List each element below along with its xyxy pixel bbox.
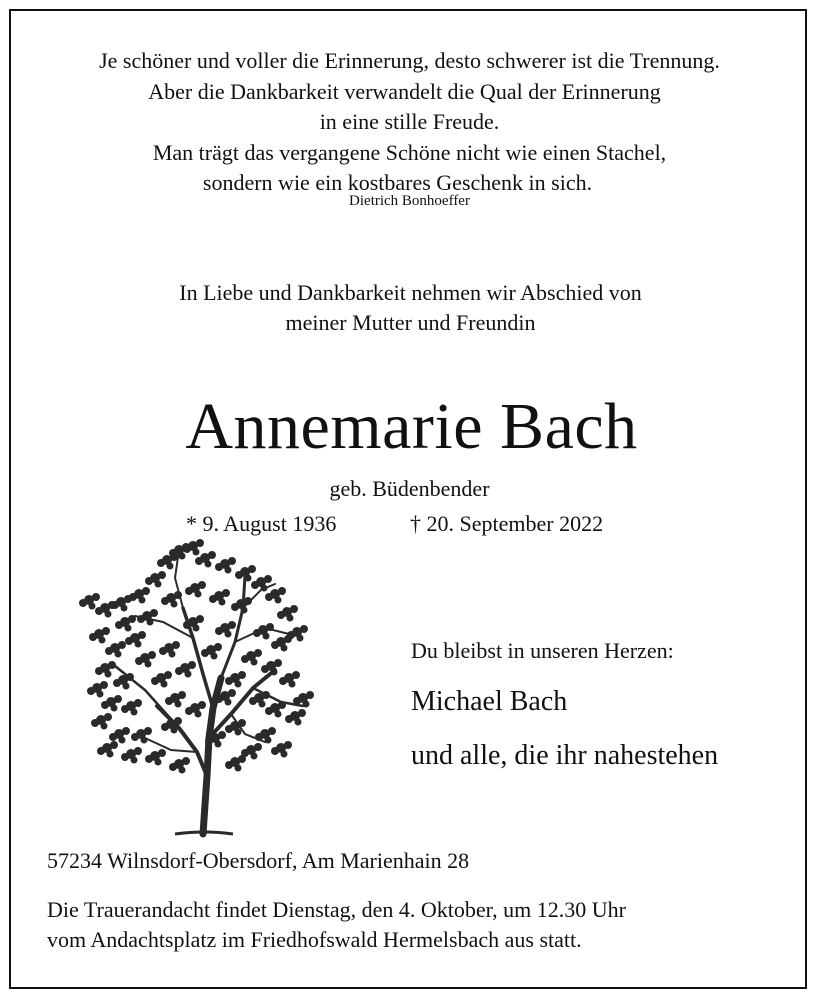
mourners-heading: Du bleibst in unseren Herzen:: [411, 638, 674, 663]
service-line-2: vom Andachtsplatz im Friedhofswald Hermelsbach aus statt.: [47, 927, 582, 952]
quote-line-4: Man trägt das vergangene Schöne nicht wie einen Stachel,: [152, 140, 667, 165]
quote-line-2: Aber die Dankbarkeit verwandelt die Qual der Erinnerung: [148, 79, 661, 104]
quote-author: Dietrich Bonhoeffer: [349, 193, 470, 209]
mourner-name: Michael Bach: [411, 686, 568, 717]
birth-date: * 9. August 1936: [186, 511, 337, 536]
tree-icon: [75, 538, 315, 840]
intro-line-2: meiner Mutter und Freundin: [285, 310, 536, 335]
quote-line-5: sondern wie ein kostbares Geschenk in sich.: [202, 170, 593, 195]
death-date: † 20. September 2022: [410, 511, 604, 536]
mourner-others: und alle, die ihr nahestehen: [411, 740, 719, 771]
quote-line-1: Je schöner und voller die Erinnerung, desto schwerer ist die Trennung.: [99, 48, 720, 73]
maiden-name: geb. Büdenbender: [329, 476, 490, 501]
quote-line-3: in eine stille Freude.: [319, 109, 500, 134]
intro-line-1: In Liebe und Dankbarkeit nehmen wir Abschied von: [179, 280, 642, 305]
service-line-1: Die Trauerandacht findet Dienstag, den 4. Oktober, um 12.30 Uhr: [47, 897, 626, 922]
address: 57234 Wilnsdorf-Obersdorf, Am Marienhain 28: [47, 848, 470, 873]
deceased-name: Annemarie Bach: [185, 390, 638, 463]
